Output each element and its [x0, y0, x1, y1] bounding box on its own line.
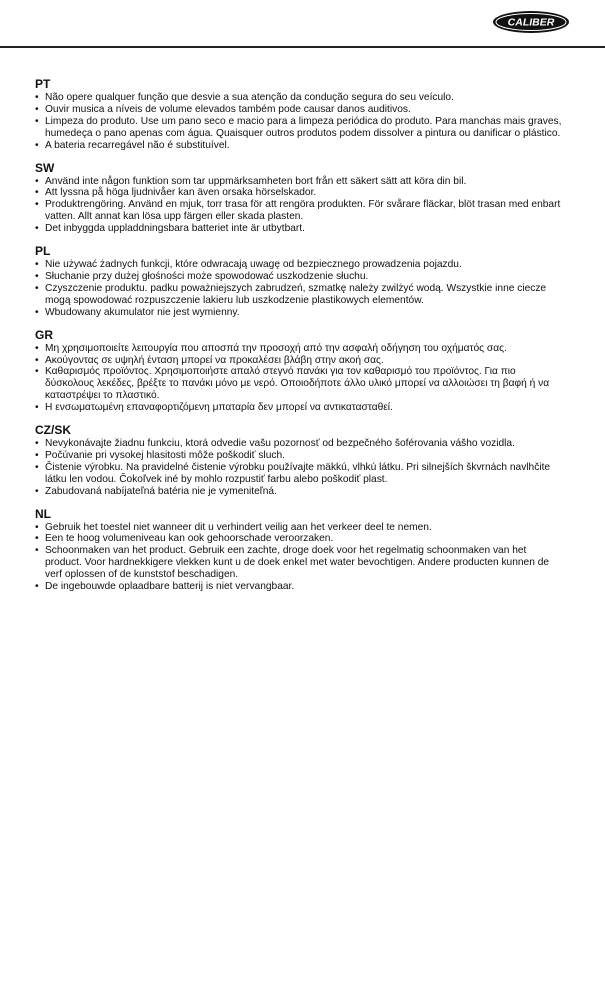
caliber-logo — [492, 10, 570, 34]
instruction-item: • Ouvir musica a níveis de volume elevados também pode causar danos auditivos. — [35, 104, 565, 116]
instruction-list — [35, 438, 565, 498]
instruction-item: • Produktrengöring. Använd en mjuk, torr trasa för att rengöra produkten. För svårare fläckar, blöt trasan med enbart vatten. Allt annat kan lösa upp färgen eller skada plasten. — [35, 199, 565, 223]
language-section-czsk — [35, 424, 565, 498]
instruction-item: • Använd inte någon funktion som tar uppmärksamheten bort från ett säkert sätt att köra din bil. — [35, 176, 565, 188]
logo-text: CALIBER — [507, 16, 555, 29]
instruction-item: • De ingebouwde oplaadbare batterij is niet vervangbaar. — [35, 581, 565, 593]
instruction-item: • Schoonmaken van het product. Gebruik een zachte, droge doek voor het regelmatig schoonmaken van het product. Voor hardnekkigere vlekken kunt u de doek enkel met water bevochtigen. Andere producten kunnen de verf oplossen of de kunststof beschadigen. — [35, 545, 565, 581]
instruction-item: • Gebruik het toestel niet wanneer dit u verhindert veilig aan het verkeer deel te nemen. — [35, 522, 565, 534]
language-heading: PL — [35, 244, 51, 259]
instruction-item: • Nevykonávajte žiadnu funkciu, ktorá odvedie vašu pozornosť od bezpečného šoférovania vášho vozidla. — [35, 438, 565, 450]
instruction-item: • Wbudowany akumulator nie jest wymienny. — [35, 307, 565, 319]
language-section-nl — [35, 508, 565, 593]
language-section-sw — [35, 162, 565, 236]
instruction-list — [35, 259, 565, 319]
language-heading: PT — [35, 77, 51, 91]
instruction-item: • Att lyssna på höga ljudnivåer kan även orsaka hörselskador. — [35, 187, 565, 199]
instruction-list — [35, 92, 565, 152]
language-section-pt — [35, 78, 565, 152]
language-section-pl — [35, 245, 565, 319]
instruction-item: • Počúvanie pri vysokej hlasitosti môže poškodiť sluch. — [35, 450, 565, 462]
instruction-item: • Limpeza do produto. Use um pano seco e macio para a limpeza periódica do produto. Para manchas mais graves, humedeça o pano apenas com água. Quaisquer outros produtos podem dissolver a pintura ou danificar o plástico. — [35, 116, 565, 140]
instruction-item: • Een te hoog volumeniveau kan ook gehoorschade veroorzaken. — [35, 533, 565, 545]
instruction-item: • Καθαρισμός προϊόντος. Χρησιμοποιήστε απαλό στεγνό πανάκι για τον καθαρισμό του προϊόντος. Για πιο δύσκολους λεκέδες, βρέξτε το πανάκι μόνο με νερό. Οποιοδήποτε άλλο υλικό μπορεί να αλλοιώσει τη βαφή ή να καταστρέψει το πλαστικό. — [35, 366, 565, 402]
instruction-list — [35, 176, 565, 236]
instruction-item: • Čistenie výrobku. Na pravidelné čistenie výrobku používajte mäkkú, vlhkú látku. Pri silnejších škvrnách navlhčite látku len vodou. Čokoľvek iné by mohlo rozpustiť farbu alebo poškodiť plast. — [35, 462, 565, 486]
instruction-list — [35, 522, 565, 593]
instruction-item: • Nie używać żadnych funkcji, które odwracają uwagę od bezpiecznego prowadzenia pojazdu. — [35, 259, 565, 271]
instruction-item: • Zabudovaná nabíjateľná batéria nie je vymeniteľná. — [35, 486, 565, 498]
instruction-item: • Η ενσωματωμένη επαναφορτιζόμενη μπαταρία δεν μπορεί να αντικατασταθεί. — [35, 402, 565, 414]
instruction-item: • Μη χρησιμοποιείτε λειτουργία που αποσπά την προσοχή από την ασφαλή οδήγηση του οχήματός σας. — [35, 343, 565, 355]
instruction-item: • Det inbyggda uppladdningsbara batteriet inte är utbytbart. — [35, 223, 565, 235]
instruction-item: • Não opere qualquer função que desvie a sua atenção da condução segura do seu veículo. — [35, 92, 565, 104]
instruction-item: • A bateria recarregável não é substituível. — [35, 140, 565, 152]
caliber-logo-graphic — [492, 10, 570, 34]
language-heading: SW — [35, 160, 55, 175]
document-body — [35, 78, 565, 603]
language-heading: GR — [35, 327, 53, 342]
instruction-item: • Ακούγοντας σε υψηλή ένταση μπορεί να προκαλέσει βλάβη στην ακοή σας. — [35, 355, 565, 367]
language-heading: NL — [35, 506, 51, 521]
language-section-gr — [35, 329, 565, 414]
header-divider — [0, 46, 605, 48]
instruction-item: • Słuchanie przy dużej głośności może spowodować uszkodzenie słuchu. — [35, 271, 565, 283]
instruction-item: • Czyszczenie produktu. padku poważniejszych zabrudzeń, szmatkę należy zwilżyć wodą. Wszystkie inne ciecze mogą spowodować rozpuszczenie lakieru lub uszkodzenie plastikowych elementów. — [35, 283, 565, 307]
language-heading: CZ/SK — [35, 423, 71, 438]
instruction-list — [35, 343, 565, 414]
